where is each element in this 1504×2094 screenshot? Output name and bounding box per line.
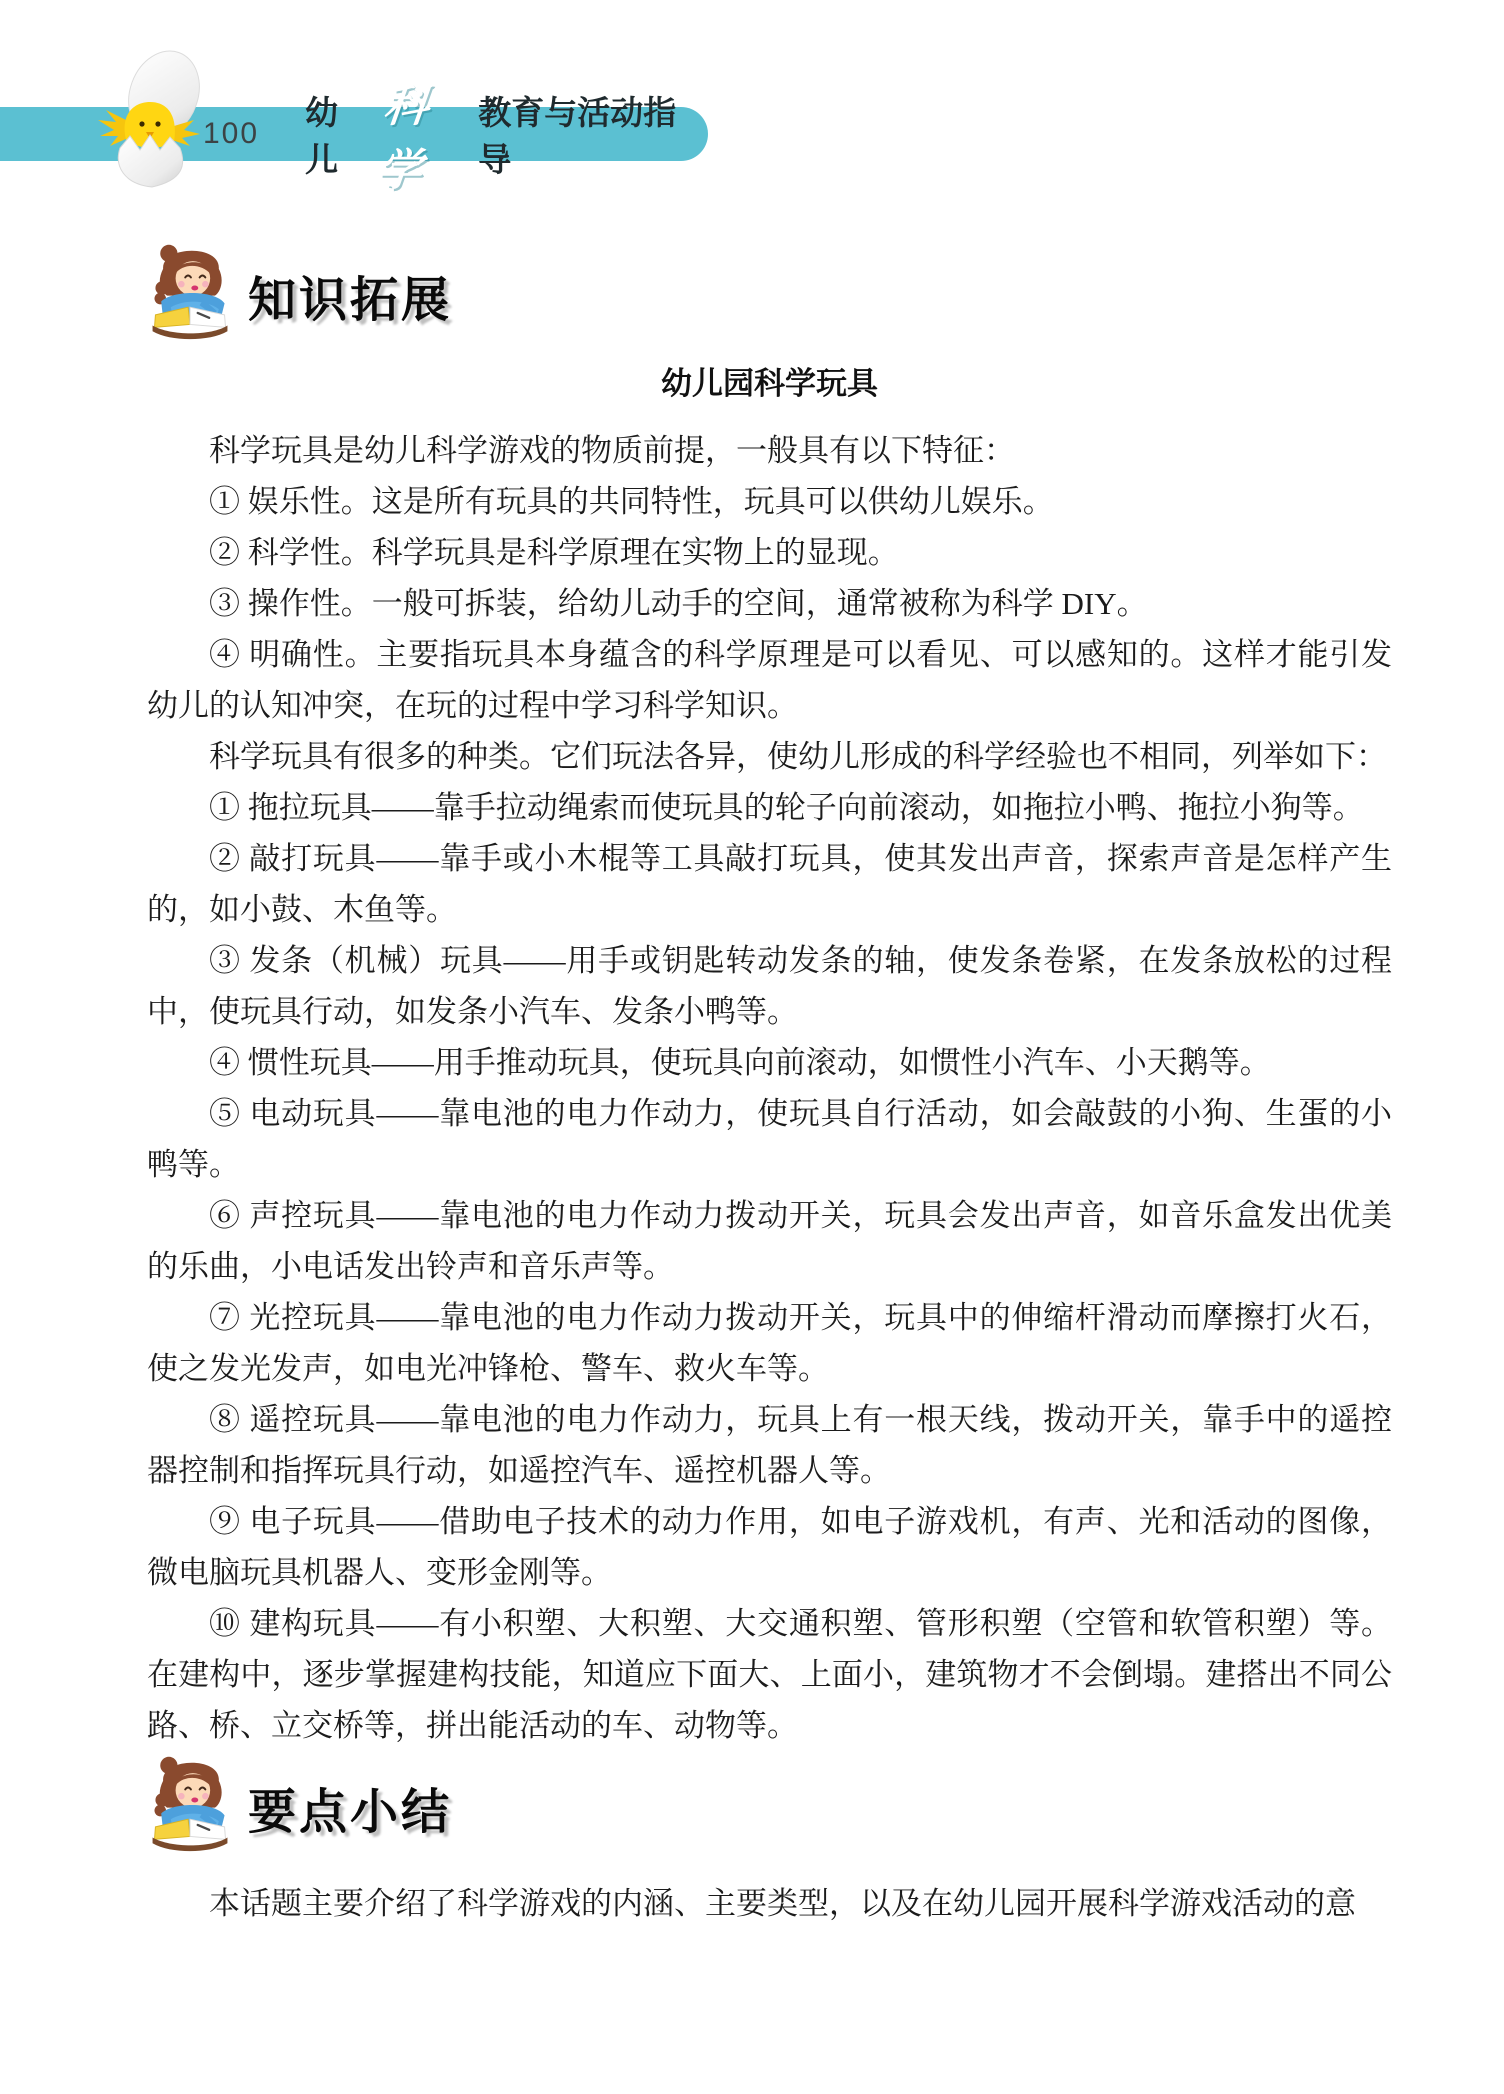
paragraph: ⑧ 遥控玩具——靠电池的电力作动力，玩具上有一根天线，拨动开关，靠手中的遥控器控制和指挥玩具行动，如遥控汽车、遥控机器人等。	[147, 1402, 1392, 1488]
header-title-accent: 科学	[374, 82, 431, 195]
reading-girl-icon	[142, 1748, 238, 1852]
paragraph: 科学玩具有很多的种类。它们玩法各异，使幼儿形成的科学经验也不相同，列举如下：	[209, 739, 1387, 774]
paragraph: ① 娱乐性。这是所有玩具的共同特性，玩具可以供幼儿娱乐。	[209, 484, 1054, 519]
header-title-suffix: 教育与活动指导	[478, 94, 677, 178]
article-title: 幼儿园科学玩具	[661, 366, 878, 401]
article-science-toys	[147, 358, 1392, 1751]
paragraph: ② 敲打玩具——靠手或小木棍等工具敲打玩具，使其发出声音，探索声音是怎样产生的，如小鼓、木鱼等。	[147, 841, 1392, 927]
header-title-prefix: 幼儿	[305, 94, 339, 178]
section-knowledge-header	[142, 236, 452, 340]
paragraph: ⑩ 建构玩具——有小积塑、大积塑、大交通积塑、管形积塑（空管和软管积塑）等。在建构中，逐步掌握建构技能，知道应下面大、上面小，建筑物才不会倒塌。建搭出不同公路、桥、立交桥等，拼出能活动的车、动物等。	[147, 1606, 1392, 1743]
page-number: 100	[203, 117, 260, 150]
reading-girl-icon	[142, 236, 238, 340]
paragraph: ② 科学性。科学玩具是科学原理在实物上的显现。	[209, 535, 899, 570]
paragraph: ⑦ 光控玩具——靠电池的电力作动力拨动开关，玩具中的伸缩杆滑动而摩擦打火石，使之发光发声，如电光冲锋枪、警车、救火车等。	[147, 1300, 1392, 1386]
summary-paragraph: 本话题主要介绍了科学游戏的内涵、主要类型，以及在幼儿园开展科学游戏活动的意	[209, 1886, 1356, 1921]
paragraph: ⑨ 电子玩具——借助电子技术的动力作用，如电子游戏机，有声、光和活动的图像，微电脑玩具机器人、变形金刚等。	[147, 1504, 1392, 1590]
article-body	[147, 425, 1392, 1751]
section-title-knowledge: 知识拓展	[248, 273, 453, 327]
paragraph: ① 拖拉玩具——靠手拉动绳索而使玩具的轮子向前滚动，如拖拉小鸭、拖拉小狗等。	[209, 790, 1364, 825]
egg-hatching-chick-icon	[90, 48, 212, 190]
paragraph: ③ 发条（机械）玩具——用手或钥匙转动发条的轴，使发条卷紧，在发条放松的过程中，使玩具行动，如发条小汽车、发条小鸭等。	[147, 943, 1392, 1029]
paragraph: 科学玩具是幼儿科学游戏的物质前提，一般具有以下特征：	[209, 433, 1015, 468]
paragraph: ⑥ 声控玩具——靠电池的电力作动力拨动开关，玩具会发出声音，如音乐盒发出优美的乐曲，小电话发出铃声和音乐声等。	[147, 1198, 1392, 1284]
paragraph: ④ 明确性。主要指玩具本身蕴含的科学原理是可以看见、可以感知的。这样才能引发幼儿的认知冲突，在玩的过程中学习科学知识。	[147, 637, 1392, 723]
paragraph: ⑤ 电动玩具——靠电池的电力作动力，使玩具自行活动，如会敲鼓的小狗、生蛋的小鸭等。	[147, 1096, 1392, 1182]
section-title-summary: 要点小结	[248, 1785, 453, 1839]
paragraph: ③ 操作性。一般可拆装，给幼儿动手的空间，通常被称为科学 DIY。	[209, 586, 1148, 621]
section-summary-header	[142, 1748, 452, 1852]
paragraph: ④ 惯性玩具——用手推动玩具，使玩具向前滚动，如惯性小汽车、小天鹅等。	[209, 1045, 1271, 1080]
